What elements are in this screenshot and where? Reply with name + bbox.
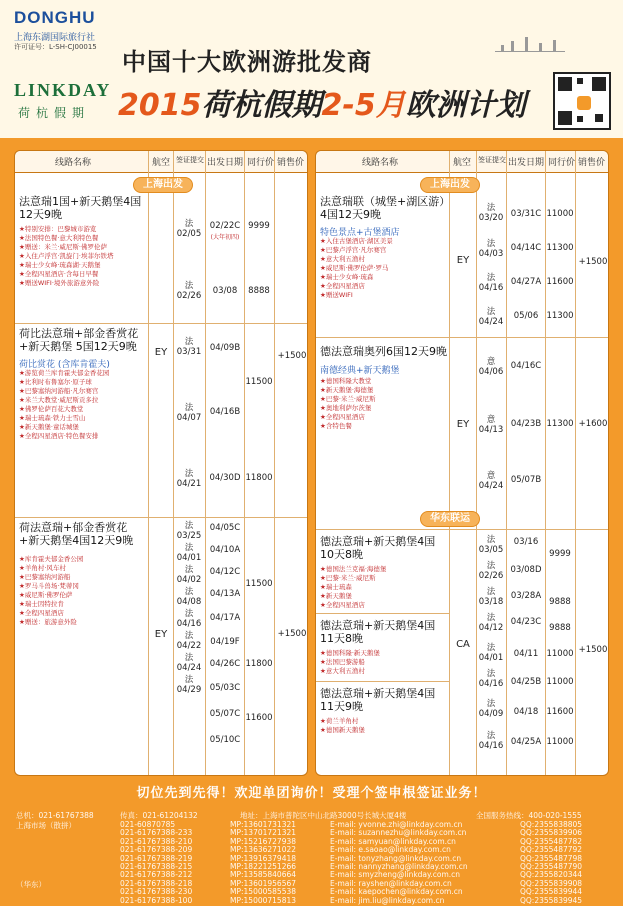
contact-email: E-mail: rayshen@linkday.com.cn <box>330 878 452 888</box>
visa-cell: 法 04/09 <box>478 699 504 719</box>
visa-cell: 意 04/13 <box>478 415 504 435</box>
route-subtitle: 荷比赏花 (含库肯霍夫) <box>19 360 110 370</box>
contact-qq: QQ:2355839908 <box>520 878 583 888</box>
route-subtitle: 南德经典+新天鹅堡 <box>320 366 400 376</box>
date-cell: 04/16C <box>510 361 542 371</box>
col-peer-price: 同行价 <box>247 158 275 168</box>
date-cell: 05/03C <box>209 683 241 693</box>
region-shanghai-right: 上海出发 <box>420 177 480 193</box>
sale-price-cell: +1600 <box>578 419 608 429</box>
date-cell: 04/05C <box>209 523 241 533</box>
visa-cell: 法 04/16 <box>478 273 504 293</box>
visa-cell: 法 03/31 <box>176 337 202 357</box>
visa-cell: 法 04/16 <box>176 609 202 629</box>
contact-dept: 上海市场（散拼） <box>16 821 76 830</box>
peer-price-cell: 11600 <box>245 713 273 723</box>
linkday-name: 荷杭假期 <box>18 106 91 120</box>
contact-email: E-mail: suzannezhu@linkday.com.cn <box>330 828 467 838</box>
right-itinerary-panel <box>315 150 609 776</box>
airline-cell: EY <box>456 419 470 430</box>
subtitle-plan: 欧洲计划 <box>405 88 526 123</box>
visa-cell: 法 04/01 <box>478 643 504 663</box>
contact-email: E-mail: yvonne.zhi@linkday.com.cn <box>330 820 463 829</box>
contact-mobile: MP:13916379418 <box>230 853 297 863</box>
contact-email: E-mail: e.saoao@linkday.com.cn <box>330 845 451 855</box>
contact-qq: QQ:2355487792 <box>520 845 583 855</box>
route-subtitle: 特色景点+古堡酒店 <box>320 228 400 238</box>
route-title: 德法意瑞奥列6国12天9晚 <box>320 345 447 358</box>
route-notes: ★荷兰羊角村 ★德国新天鹅堡 <box>320 717 365 734</box>
visa-cell: 法 04/16 <box>478 669 504 689</box>
date-cell: 04/30D <box>209 473 241 483</box>
peer-price-cell: 11000 <box>546 677 574 687</box>
visa-cell: 法 04/01 <box>176 543 202 563</box>
skyline-icon <box>495 38 565 52</box>
subtitle-period: 2-5月 <box>321 88 406 123</box>
contact-mobile: MP:15000715813 <box>230 895 297 905</box>
contact-phone: 021-61767388-218 <box>120 878 193 888</box>
contact-phone: 021-61767388-219 <box>120 853 193 863</box>
col-route: 线路名称 <box>362 158 399 168</box>
col-airline: 航空 <box>453 158 472 168</box>
col-date: 出发日期 <box>508 158 545 168</box>
donghu-name: 上海东湖国际旅行社 <box>14 33 96 43</box>
date-cell: 03/08D <box>510 565 542 575</box>
visa-cell: 法 04/22 <box>176 631 202 651</box>
visa-cell: 法 04/24 <box>478 307 504 327</box>
visa-cell: 法 03/18 <box>478 587 504 607</box>
date-cell: 04/16B <box>209 407 241 417</box>
col-airline: 航空 <box>152 158 171 168</box>
date-cell: 04/26C <box>209 659 241 669</box>
peer-price-cell: 11300 <box>546 419 574 429</box>
contact-qq: QQ:2355487798 <box>520 853 583 863</box>
date-cell: 05/06 <box>513 311 539 321</box>
date-cell: 04/09B <box>209 343 241 353</box>
sale-price-cell: +1500 <box>578 645 608 655</box>
peer-price-cell: 11800 <box>245 659 273 669</box>
linkday-logo: LINKDAY <box>14 80 112 100</box>
contact-qq: QQ:2355839906 <box>520 828 583 838</box>
visa-cell: 法 03/05 <box>478 535 504 555</box>
peer-price-cell: 11300 <box>546 243 574 253</box>
route-notes: ★游览荷兰库肯霍夫郁金香花园 ★比利时布鲁塞尔·原子球 ★巴黎塞纳河游船·凡尔赛宫 ★米兰大教堂·威尼斯贡多拉 ★佛罗伦萨百花大教堂 ★瑞士琉森·铁力士雪山 ★新天鹅堡·童话城堡 ★全程四星酒店·特色餐安排 <box>19 369 110 440</box>
route-title: 德法意瑞+新天鹅堡4国11天8晚 <box>320 619 436 645</box>
address: 地址：上海市普陀区中山北路3000号长城大厦4楼 <box>240 811 407 820</box>
region-shanghai-left: 上海出发 <box>133 177 193 193</box>
visa-cell: 法 04/03 <box>478 239 504 259</box>
contact-qq: QQ:2355487790 <box>520 862 583 871</box>
contact-phone: 021-61767388-233 <box>120 828 193 838</box>
left-table-header <box>15 151 307 173</box>
slogan-banner: 切位先到先得！欢迎单团询价！受理个签申根签证业务！ <box>136 786 487 801</box>
date-cell: 03/16 <box>513 537 539 547</box>
route-title: 荷法意瑞+郁金香赏花+新天鹅堡4国12天9晚 <box>19 521 134 547</box>
route-title: 荷比法意瑞+部金香赏花+新天鹅堡 5国12天9晚 <box>19 327 139 353</box>
contact-email: E-mail: samyuan@linkday.com.cn <box>330 836 456 846</box>
airline-cell: EY <box>456 255 470 266</box>
route-title: 德法意瑞+新天鹅堡4国11天9晚 <box>320 687 436 713</box>
subtitle-year: 2015 <box>118 88 202 123</box>
right-table-header <box>316 151 608 173</box>
peer-price-cell: 11000 <box>546 737 574 747</box>
peer-price-cell: 8888 <box>248 286 270 296</box>
date-cell: 04/13A <box>209 589 241 599</box>
contact-mobile: MP:13601956567 <box>230 878 297 888</box>
date-cell: 03/31C <box>510 209 542 219</box>
date-cell: 05/10C <box>209 735 241 745</box>
peer-price-cell: 11800 <box>245 473 273 483</box>
date-cell: 02/22C <box>209 221 241 231</box>
contact-mobile: MP:13601731321 <box>230 820 297 829</box>
visa-cell: 法 04/21 <box>176 469 202 489</box>
header-banner <box>0 0 623 138</box>
region-east-china: 华东联运 <box>420 511 480 527</box>
peer-price-cell: 11500 <box>245 377 273 387</box>
date-cell: 05/07B <box>510 475 542 485</box>
contact-mobile: MP:15216727938 <box>230 836 297 846</box>
contact-phone: 021-61767388-215 <box>120 862 193 871</box>
contact-email: E-mail: jim.liu@linkday.com.cn <box>330 895 445 905</box>
contact-mobile: MP:13701721321 <box>230 828 297 838</box>
contact-phone: 021-60870785 <box>120 820 176 829</box>
peer-price-cell: 9999 <box>549 549 571 559</box>
sale-price-cell: +1500 <box>578 257 608 267</box>
peer-price-cell: 9999 <box>248 221 270 231</box>
main-title: 中国十大欧洲游批发商 <box>122 48 372 76</box>
route-title: 法意瑞联（城堡+湖区游）4国12天9晚 <box>320 195 445 221</box>
peer-price-cell: 11000 <box>546 209 574 219</box>
date-cell: 04/14C <box>510 243 542 253</box>
date-cell: 04/11 <box>513 649 539 659</box>
visa-cell: 法 04/16 <box>478 731 504 751</box>
visa-cell: 法 04/02 <box>176 565 202 585</box>
contact-phone: 021-61767388-100 <box>120 895 193 905</box>
route-title: 法意瑞1国+新天鹅堡4国12天9晚 <box>19 195 142 221</box>
date-cell: 04/25B <box>510 677 542 687</box>
contact-qq: QQ:2355487782 <box>520 836 583 846</box>
date-cell: 04/10A <box>209 545 241 555</box>
col-sale-price: 销售价 <box>277 158 305 168</box>
date-cell: 03/08 <box>212 286 238 296</box>
contact-phone: 021-61767388-212 <box>120 870 193 880</box>
switchboard: 总机：021-61767388 <box>16 811 94 820</box>
col-visa: 签证提交 <box>176 156 204 164</box>
visa-cell: 法 02/05 <box>176 219 202 239</box>
contact-qq: QQ:2355839945 <box>520 895 583 905</box>
visa-cell: 法 04/07 <box>176 403 202 423</box>
peer-price-cell: 9888 <box>549 623 571 633</box>
hotline: 全国服务热线：400-020-1555 <box>476 811 582 820</box>
visa-cell: 法 02/26 <box>176 281 202 301</box>
route-notes: ★入住古堡酒店·湖区美景 ★巴黎卢浮宫·凡尔赛宫 ★意大利五渔村 ★威尼斯·佛罗伦萨·罗马 ★瑞士少女峰·琉森 ★全程四星酒店 ★赠送WIFI <box>320 237 393 299</box>
peer-price-cell: 9888 <box>549 597 571 607</box>
route-notes: ★德国科隆大教堂 ★新天鹅堡·海德堡 ★巴黎·米兰·威尼斯 ★奥地利萨尔茨堡 ★全程四星酒店 ★含特色餐 <box>320 377 376 430</box>
visa-cell: 法 03/25 <box>176 521 202 541</box>
left-itinerary-panel <box>14 150 308 776</box>
contact-email: E-mail: smyzheng@linkday.com.cn <box>330 870 461 880</box>
airline-cell: EY <box>154 347 168 358</box>
fax: 传真：021-61204132 <box>120 811 198 820</box>
sale-price-cell: +1500 <box>277 629 307 639</box>
contact-email: E-mail: tonyzhang@linkday.com.cn <box>330 853 462 863</box>
contact-mobile: MP:15000585538 <box>230 887 297 897</box>
donghu-license: 许可证号：L-SH-CJ00015 <box>14 43 97 51</box>
contact-mobile: MP:18221251266 <box>230 862 297 871</box>
peer-price-cell: 11500 <box>245 579 273 589</box>
airline-cell: CA <box>456 639 470 650</box>
contact-dept: （华东） <box>16 879 46 889</box>
route-notes: ★德国科隆·新天鹅堡 ★法国巴黎游船 ★意大利五渔村 <box>320 649 380 675</box>
visa-cell: 法 04/12 <box>478 613 504 633</box>
contact-qq: QQ:2355820344 <box>520 870 583 880</box>
date-cell: 04/19F <box>210 637 240 647</box>
peer-price-cell: 11600 <box>546 707 574 717</box>
donghu-logo: DONGHU <box>14 8 96 27</box>
col-route: 线路名称 <box>55 158 92 168</box>
contact-phone: 021-61767388-209 <box>120 845 193 855</box>
subtitle <box>118 80 526 124</box>
sale-price-cell: +1500 <box>277 351 307 361</box>
date-cell: 04/12C <box>209 567 241 577</box>
peer-price-cell: 11000 <box>546 649 574 659</box>
col-visa: 签证提交 <box>478 156 506 164</box>
col-date: 出发日期 <box>207 158 244 168</box>
date-cell: 05/07C <box>209 709 241 719</box>
contact-mobile: MP:13636271022 <box>230 845 297 855</box>
qr-code-icon <box>553 72 611 130</box>
contact-phone: 021-61767388-210 <box>120 836 193 846</box>
date-cell: 04/18 <box>513 707 539 717</box>
peer-price-cell: 11300 <box>546 311 574 321</box>
contact-mobile: MP:13585840664 <box>230 870 297 880</box>
peer-price-cell: 11600 <box>546 277 574 287</box>
subtitle-brand: 荷杭假期 <box>201 88 322 123</box>
visa-cell: 法 04/08 <box>176 587 202 607</box>
visa-cell: 意 04/24 <box>478 471 504 491</box>
col-peer-price: 同行价 <box>548 158 576 168</box>
visa-cell: 法 03/20 <box>478 203 504 223</box>
contact-email: E-mail: kaepochen@linkday.com.cn <box>330 887 463 897</box>
route-notes: ★德国法兰克福·海德堡 ★巴黎·米兰·威尼斯 ★瑞士琉森 ★新天鹅堡 ★全程四星酒店 <box>320 565 387 609</box>
date-cell: 04/17A <box>209 613 241 623</box>
date-cell: 04/25A <box>510 737 542 747</box>
contact-qq: QQ:2355838805 <box>520 820 583 829</box>
date-cell: 04/23C <box>510 617 542 627</box>
contact-phone: 021-61767388-230 <box>120 887 193 897</box>
date-cell: 04/23B <box>510 419 542 429</box>
date-note: (大年初四) <box>210 234 240 241</box>
visa-cell: 法 04/24 <box>176 653 202 673</box>
contact-qq: QQ:2355839944 <box>520 887 583 897</box>
route-title: 德法意瑞+新天鹅堡4国10天8晚 <box>320 535 436 561</box>
col-sale-price: 销售价 <box>578 158 606 168</box>
visa-cell: 法 04/29 <box>176 675 202 695</box>
visa-cell: 法 02/26 <box>478 561 504 581</box>
visa-cell: 意 04/06 <box>478 357 504 377</box>
contact-email: E-mail: nannyzhang@linkday.com.cn <box>330 862 468 871</box>
date-cell: 04/27A <box>510 277 542 287</box>
route-notes: ★特别安排：巴黎城市游览 ★法国特色餐·意大利特色餐 ★赠送：米兰·威尼斯·佛罗伦萨 ★入住卢浮宫·凯旋门·埃菲尔铁塔 ★瑞士少女峰·琉森湖·天鹅堡 ★全程四星酒店·含每日早餐 ★赠送WIFI·境外旅游意外险 <box>19 225 114 287</box>
airline-cell: EY <box>154 629 168 640</box>
route-notes: ★库肯霍夫郁金香公园 ★羊角村·风车村 ★巴黎塞纳河游船 ★罗马斗兽场·梵蒂冈 ★威尼斯·佛罗伦萨 ★瑞士因特拉肯 ★全程四星酒店 ★赠送：旅游意外险 <box>19 555 84 626</box>
date-cell: 03/28A <box>510 591 542 601</box>
